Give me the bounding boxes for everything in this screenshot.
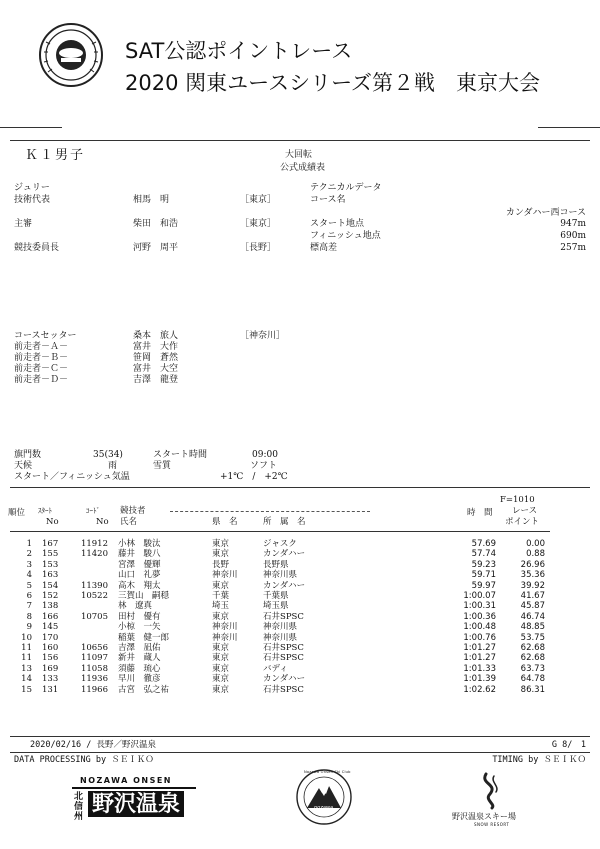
- cell-name: 宮澤 優輝: [118, 559, 161, 570]
- cell-club: 長野県: [263, 559, 289, 570]
- forerunner-role: 前走者－Ｄ－: [14, 375, 69, 385]
- col-rank-header: 順位: [8, 508, 26, 518]
- cell-code: 11058: [80, 663, 108, 674]
- setter-name: 桑本 旅人: [133, 331, 179, 341]
- cell-club: 石井SPSC: [263, 653, 304, 664]
- cell-bib: 133: [42, 674, 59, 685]
- table-row: [0, 539, 600, 549]
- data-processing: DATA PROCESSING by ＳＥＩＫＯ: [14, 755, 154, 765]
- table-row: [0, 685, 600, 695]
- cell-points: 53.75: [520, 632, 545, 643]
- cell-name: 高木 翔太: [118, 580, 161, 591]
- cell-pref: 千葉: [212, 591, 230, 601]
- table-header-rule: [10, 531, 550, 532]
- cell-pref: 東京: [212, 580, 230, 591]
- timing: TIMING by ＳＥＩＫＯ: [492, 755, 586, 765]
- cell-name: 須藤 琉心: [118, 663, 161, 674]
- cell-time: 1:00.76: [463, 632, 496, 643]
- cell-bib: 152: [42, 591, 59, 601]
- cell-bib: 163: [42, 570, 59, 581]
- ski-resort-name: 野沢温泉スキー場: [452, 812, 516, 821]
- course-label: コース名: [310, 195, 346, 205]
- forerunner-name: 富井 大作: [133, 342, 179, 352]
- event-category: Ｋ１男子: [25, 148, 86, 163]
- cell-time: 1:01.27: [463, 653, 496, 664]
- footer-rule-top: [10, 736, 590, 737]
- cell-time: 57.69: [471, 539, 496, 549]
- table-row: [0, 549, 600, 559]
- col-points-header-bottom: ポイント: [505, 517, 540, 527]
- header-dashed-rule: [170, 511, 370, 512]
- sponsor-logo-nozawa-onsen: [72, 776, 196, 824]
- cell-name: 稲葉 健一郎: [118, 632, 170, 643]
- jury-heading: ジュリー: [14, 183, 50, 193]
- cell-bib: 170: [42, 632, 59, 643]
- col-code-header-no: No: [96, 517, 109, 527]
- cell-code: 10522: [80, 591, 108, 601]
- sponsor-logo-top-text: NOZAWA ONSEN: [80, 776, 172, 785]
- vertical-drop-label: 標高差: [310, 243, 338, 253]
- table-row: [0, 570, 600, 580]
- cell-bib: 153: [42, 559, 59, 570]
- technical-heading: テクニカルデータ: [310, 183, 382, 193]
- col-bib-header-no: No: [46, 517, 59, 527]
- table-row: [0, 612, 600, 622]
- cell-name: 新井 蔵人: [118, 653, 161, 664]
- ski-club-text: Nozawa Onsen Ski Club: [304, 770, 351, 774]
- col-club-header: 所 属 名: [263, 517, 306, 527]
- forerunner-role: 前走者－Ａ－: [14, 342, 69, 352]
- cell-club: 石井SPSC: [263, 684, 304, 695]
- cell-bib: 131: [42, 684, 59, 695]
- header-rule-main: [10, 140, 590, 141]
- cell-rank: 8: [26, 611, 32, 622]
- results-table: [0, 539, 600, 709]
- cell-code: 11390: [80, 580, 108, 591]
- cell-rank: 11: [21, 643, 32, 653]
- snow-value: ソフト: [250, 461, 278, 471]
- cell-club: 千葉県: [263, 591, 289, 601]
- finish-elevation-label: フィニッシュ地点: [310, 231, 381, 241]
- cell-rank: 15: [21, 684, 32, 695]
- cell-pref: 東京: [212, 653, 230, 664]
- cell-rank: 14: [21, 674, 32, 685]
- cell-club: バディ: [263, 663, 288, 674]
- cell-pref: 東京: [212, 684, 230, 695]
- cell-time: 1:01.39: [463, 674, 496, 685]
- cell-time: 59.23: [471, 559, 496, 570]
- cell-time: 1:01.33: [463, 663, 496, 674]
- jury-name: 相馬 明: [133, 195, 170, 205]
- cell-name: 三賀山 嗣穏: [118, 591, 170, 601]
- page-subtitle: 2020 関東ユースシリーズ第２戦 東京大会: [125, 71, 541, 95]
- course-name: カンダハー西コース: [505, 208, 586, 218]
- cell-time: 59.71: [471, 570, 496, 581]
- cell-points: 46.74: [520, 611, 545, 622]
- cell-rank: 2: [26, 549, 32, 560]
- cell-name: 藤井 駿八: [118, 549, 161, 560]
- cell-name: 早川 徹彦: [118, 674, 161, 685]
- cell-club: カンダハー: [263, 580, 306, 591]
- cell-club: 神奈川県: [263, 632, 298, 643]
- ski-resort-logo: [450, 770, 530, 830]
- cell-pref: 神奈川: [212, 632, 238, 643]
- temperature-value: +1℃ / +2℃: [220, 472, 288, 482]
- cell-name: 小林 駿汰: [118, 539, 161, 549]
- cell-club: 石井SPSC: [263, 611, 304, 622]
- sponsor-logo-small-text: 北信州: [74, 792, 84, 822]
- cell-points: 26.96: [520, 559, 545, 570]
- cell-points: 0.88: [526, 549, 545, 560]
- start-elevation-label: スタート地点: [310, 219, 365, 229]
- cell-pref: 東京: [212, 549, 230, 560]
- cell-rank: 13: [21, 663, 32, 674]
- cell-name: 山口 礼夢: [118, 570, 161, 581]
- cell-points: 63.73: [520, 663, 545, 674]
- cell-pref: 神奈川: [212, 622, 238, 633]
- cell-time: 57.74: [471, 549, 496, 560]
- cell-bib: 154: [42, 580, 59, 591]
- cell-club: 石井SPSC: [263, 643, 304, 653]
- jury-region: ［東京］: [240, 195, 277, 205]
- weather-label: 天候: [14, 461, 33, 471]
- cell-pref: 東京: [212, 674, 230, 685]
- cell-club: 神奈川県: [263, 570, 298, 581]
- table-row: [0, 674, 600, 684]
- cell-club: カンダハー: [263, 549, 306, 560]
- cell-rank: 10: [21, 632, 32, 643]
- cell-bib: 138: [42, 601, 59, 612]
- start-time-value: 09:00: [252, 450, 278, 460]
- cell-bib: 167: [42, 539, 59, 549]
- gates-label: 旗門数: [14, 450, 42, 460]
- jury-role: 主審: [14, 219, 33, 229]
- forerunner-role: 前走者－Ｃ－: [14, 364, 69, 374]
- table-row: [0, 664, 600, 674]
- cell-code: 11912: [80, 539, 108, 549]
- cell-club: 埼玉県: [263, 601, 289, 612]
- cell-code: 11966: [80, 684, 108, 695]
- cell-bib: 160: [42, 643, 59, 653]
- cell-points: 0.00: [526, 539, 545, 549]
- forerunner-role: 前走者－Ｂ－: [14, 353, 69, 363]
- vertical-drop-value: 257m: [560, 243, 586, 253]
- cell-rank: 6: [26, 591, 32, 601]
- cell-name: 吉澤 凪佑: [118, 643, 161, 653]
- cell-time: 1:00.31: [463, 601, 496, 612]
- cell-pref: 埼玉: [212, 601, 230, 612]
- conditions-rule: [10, 487, 590, 488]
- cell-points: 39.92: [520, 580, 545, 591]
- finish-elevation-value: 690m: [560, 231, 586, 241]
- col-code-header: ｺｰﾄﾞ: [86, 507, 100, 515]
- cell-time: 1:01.27: [463, 643, 496, 653]
- cell-bib: 156: [42, 653, 59, 664]
- cell-code: 10656: [80, 643, 108, 653]
- forerunner-name: 吉澤 龍登: [133, 375, 179, 385]
- col-time-header: 時 間: [467, 508, 493, 518]
- cell-time: 1:00.07: [463, 591, 496, 601]
- weather-value: 雨: [108, 461, 118, 471]
- cell-code: 11936: [80, 674, 108, 685]
- organizer-emblem: [38, 22, 104, 88]
- temperature-label: スタート／フィニッシュ気温: [14, 472, 130, 482]
- cell-bib: 145: [42, 622, 59, 633]
- table-row: [0, 622, 600, 632]
- cell-points: 62.68: [520, 643, 545, 653]
- footer-rule-mid: [10, 752, 590, 753]
- cell-rank: 7: [26, 601, 32, 612]
- cell-name: 林 遼真: [118, 601, 153, 612]
- cell-rank: 9: [26, 622, 32, 633]
- table-row: [0, 653, 600, 663]
- cell-code: 11420: [80, 549, 108, 560]
- cell-points: 48.85: [520, 622, 545, 633]
- cell-pref: 東京: [212, 643, 230, 653]
- header-rule-right: [538, 127, 600, 128]
- cell-pref: 長野: [212, 559, 230, 570]
- table-row: [0, 581, 600, 591]
- col-name-header: 氏名: [120, 517, 138, 527]
- cell-bib: 169: [42, 663, 59, 674]
- snow-label: 雪質: [153, 461, 172, 471]
- cell-pref: 神奈川: [212, 570, 238, 581]
- ski-club-emblem: [295, 768, 353, 826]
- page-title: SAT公認ポイントレース: [125, 39, 353, 63]
- footer-date-place: 2020/02/16 / 長野／野沢温泉: [30, 740, 157, 750]
- f-value: F=1010: [500, 495, 535, 505]
- ski-resort-sub: SNOW RESORT: [474, 822, 510, 827]
- cell-name: 古宮 弘之祐: [118, 684, 170, 695]
- table-row: [0, 591, 600, 601]
- jury-region: ［東京］: [240, 219, 277, 229]
- cell-code: 11097: [80, 653, 108, 664]
- jury-role: 技術代表: [14, 195, 51, 205]
- event-doc-type: 公式成績表: [280, 163, 326, 173]
- event-discipline: 大回転: [285, 150, 313, 160]
- ski-club-mark: nozawa: [314, 805, 334, 811]
- cell-points: 62.68: [520, 653, 545, 664]
- table-row: [0, 633, 600, 643]
- cell-club: カンダハー: [263, 674, 306, 685]
- col-points-header: レース: [512, 506, 538, 516]
- cell-time: 1:02.62: [463, 684, 496, 695]
- cell-points: 86.31: [520, 684, 545, 695]
- setter-region: ［神奈川］: [240, 331, 286, 341]
- cell-club: ジャスク: [263, 539, 297, 549]
- col-bib-header: ｽﾀｰﾄ: [38, 507, 52, 515]
- cell-rank: 11: [21, 653, 32, 664]
- cell-pref: 東京: [212, 611, 230, 622]
- forerunner-name: 富井 大空: [133, 364, 179, 374]
- forerunner-name: 笹岡 蒼然: [133, 353, 179, 363]
- cell-time: 1:00.48: [463, 622, 496, 633]
- setter-role: コースセッター: [14, 331, 77, 341]
- cell-pref: 東京: [212, 663, 230, 674]
- cell-rank: 3: [26, 559, 32, 570]
- col-pref-header: 県 名: [212, 517, 238, 527]
- cell-bib: 155: [42, 549, 59, 560]
- start-elevation-value: 947m: [560, 219, 586, 229]
- cell-name: 田村 優有: [118, 611, 161, 622]
- cell-code: 10705: [80, 611, 108, 622]
- sponsor-logo-main-text: 野沢温泉: [88, 791, 184, 817]
- header-rule-left: [0, 127, 62, 128]
- footer-page: G 8/ 1: [551, 740, 586, 750]
- cell-time: 1:00.36: [463, 611, 496, 622]
- jury-name: 河野 周平: [133, 243, 179, 253]
- cell-time: 59.97: [471, 580, 496, 591]
- table-row: [0, 601, 600, 611]
- cell-bib: 166: [42, 611, 59, 622]
- cell-points: 45.87: [520, 601, 545, 612]
- table-row: [0, 560, 600, 570]
- cell-rank: 1: [26, 539, 32, 549]
- jury-region: ［長野］: [240, 243, 277, 253]
- cell-points: 35.36: [520, 570, 545, 581]
- cell-rank: 5: [26, 580, 32, 591]
- jury-name: 柴田 和浩: [133, 219, 179, 229]
- cell-name: 小椋 一矢: [118, 622, 161, 633]
- cell-points: 41.67: [520, 591, 545, 601]
- cell-points: 64.78: [520, 674, 545, 685]
- cell-rank: 4: [26, 570, 32, 581]
- table-row: [0, 643, 600, 653]
- jury-role: 競技委員長: [14, 243, 60, 253]
- cell-club: 神奈川県: [263, 622, 298, 633]
- gates-value: 35(34): [93, 450, 123, 460]
- col-competitor-header: 競技者: [120, 506, 146, 516]
- cell-pref: 東京: [212, 539, 230, 549]
- start-time-label: スタート時間: [153, 450, 208, 460]
